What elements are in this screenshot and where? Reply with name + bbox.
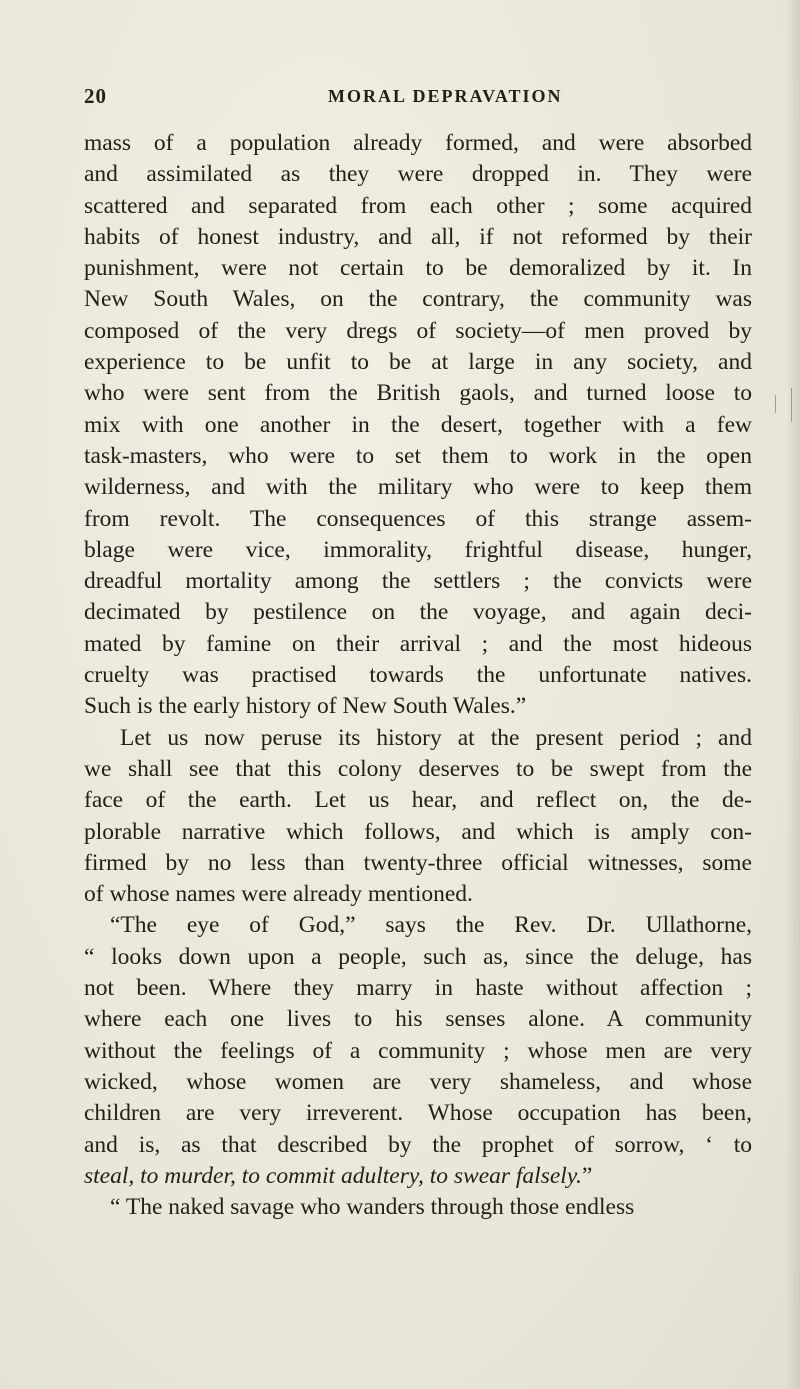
text-line: not been. Where they marry in haste without affection ;: [84, 975, 752, 1002]
margin-mark: [775, 395, 776, 413]
text-line: mass of a population already formed, and were absorbed: [84, 130, 752, 156]
text-line: task-masters, who were to set them to work in the open: [84, 442, 752, 469]
text-line: mated by famine on their arrival ; and the most hideous: [84, 630, 752, 657]
paragraph-end-line: of whose names were already mentioned.: [84, 881, 473, 908]
text-line: children are very irreverent. Whose occupation has been,: [84, 1100, 752, 1127]
text-line: New South Wales, on the contrary, the community was: [84, 286, 752, 313]
text-line: punishment, were not certain to be demoralized by it. In: [84, 255, 752, 282]
text-line: from revolt. The consequences of this strange assem-: [84, 505, 752, 532]
page-header: [84, 84, 744, 114]
paragraph-start-line: “ The naked savage who wanders through those endless: [110, 1194, 635, 1221]
text-line: dreadful mortality among the settlers ; the convicts were: [84, 568, 752, 595]
text-line: cruelty was practised towards the unfortunate natives.: [84, 662, 752, 689]
text-line: scattered and separated from each other ; some acquired: [84, 192, 752, 219]
text-line: wilderness, and with the military who were to keep them: [84, 474, 752, 501]
text-line: firmed by no less than twenty-three official witnesses, some: [84, 849, 752, 876]
text-line: and assimilated as they were dropped in. They were: [84, 161, 752, 188]
paragraph-start-line: Let us now peruse its history at the present period ; and: [120, 724, 752, 751]
body-text: [84, 128, 752, 1223]
text-line: wicked, whose women are very shameless, and whose: [84, 1068, 752, 1095]
text-line: mix with one another in the desert, together with a few: [84, 411, 752, 438]
text-line: [84, 1130, 752, 1161]
text-line: composed of the very dregs of society—of men proved by: [84, 317, 752, 344]
text-line: who were sent from the British gaols, and turned loose to: [84, 380, 752, 407]
text-segment: ‘ to: [705, 1131, 753, 1158]
text-line: “ looks down upon a people, such as, since the deluge, has: [84, 943, 752, 970]
page-number: 20: [84, 84, 107, 108]
text-line: habits of honest industry, and all, if not reformed by their: [84, 223, 752, 250]
italic-quote: steal, to murder, to commit adultery, to swear falsely.: [84, 1162, 582, 1189]
text-line: plorable narrative which follows, and which is amply con-: [84, 818, 752, 845]
running-head: MORAL DEPRAVATION: [328, 86, 563, 106]
paragraph-end-line: Such is the early history of New South Wales.”: [84, 693, 527, 720]
text-line: face of the earth. Let us hear, and reflect on, the de-: [84, 787, 752, 814]
text-line: we shall see that this colony deserves to be swept from the: [84, 755, 752, 782]
text-line: blage were vice, immorality, frightful disease, hunger,: [84, 536, 752, 563]
text-line: where each one lives to his senses alone. A community: [84, 1006, 752, 1033]
text-line: without the feelings of a community ; whose men are very: [84, 1037, 752, 1064]
paragraph-end-line: [84, 1161, 752, 1192]
closing-quote: ”: [581, 1162, 593, 1189]
text-line: decimated by pestilence on the voyage, and again deci-: [84, 599, 752, 626]
page-edge-shadow: [786, 0, 800, 1389]
text-line: experience to be unfit to be at large in any society, and: [84, 349, 752, 376]
text-segment: and is, as that described by the prophet of sorrow,: [84, 1131, 685, 1158]
quote-start-line: “The eye of God,” says the Rev. Dr. Ullathorne,: [110, 912, 752, 939]
